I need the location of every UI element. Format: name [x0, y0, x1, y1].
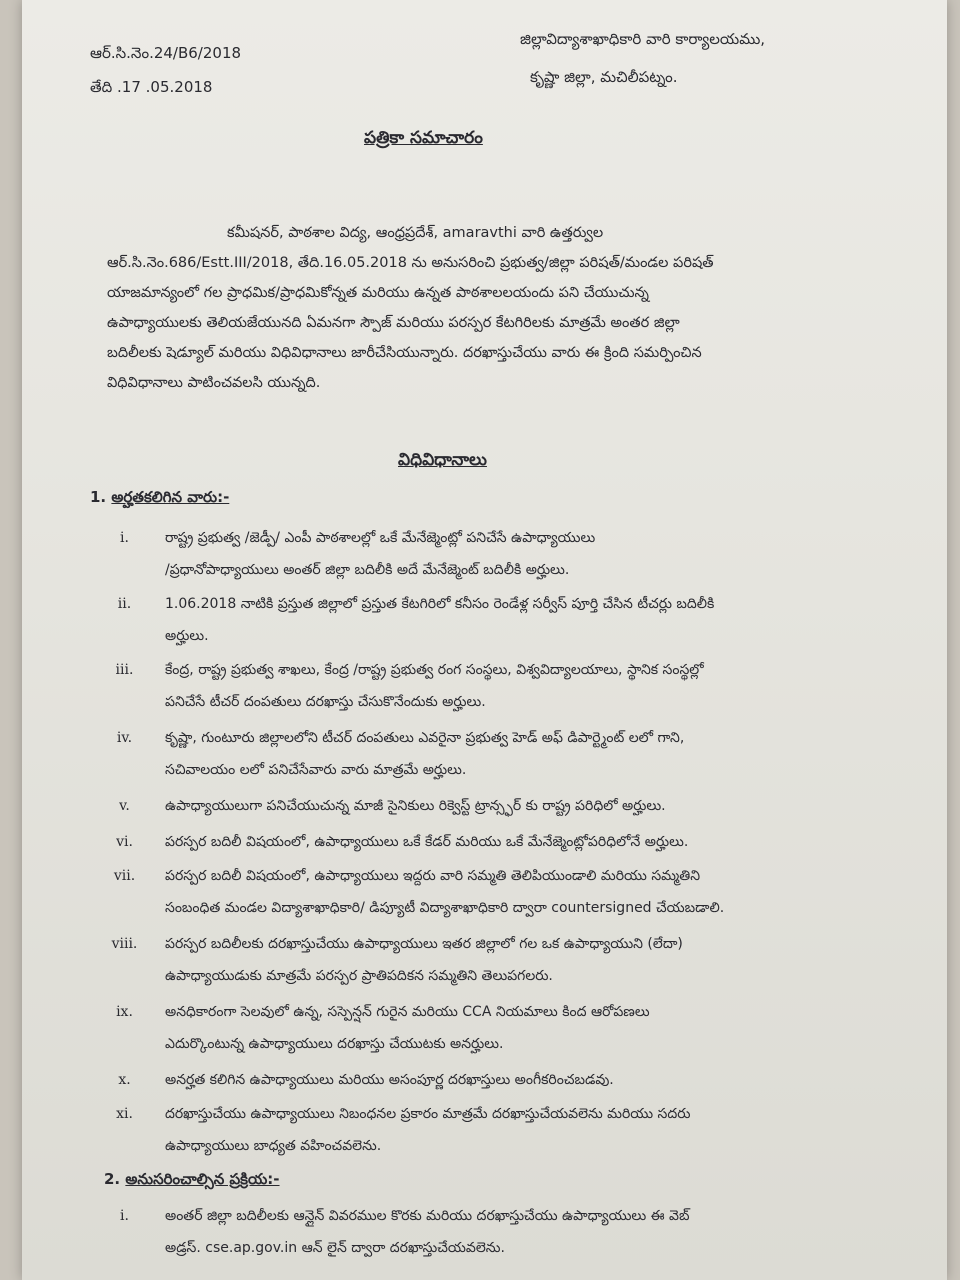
intro-line: బదిలీలకు షెడ్యూల్ మరియు విధివిధానాలు జారీచేసియున్నారు. దరఖాస్తుచేయు వారు ఈ క్రింది సమర్పించిన: [107, 345, 702, 361]
item-number: v.: [119, 798, 130, 814]
item-text: ఉపాధ్యాయులుగా పనిచేయుచున్న మాజీ సైనికులు రిక్వెస్ట్ ట్రాన్స్ఫర్ కు రాష్ట్ర పరిధిలో అర్హులు.: [165, 798, 666, 814]
item-number: vii.: [113, 868, 136, 884]
intro-paragraph: [107, 218, 847, 398]
intro-line: ఉపాధ్యాయులకు తెలియజేయునది ఏమనగా స్పౌజ్ మరియు పరస్పర కేటగిరిలకు మాత్రమే అంతర జిల్లా: [107, 315, 680, 331]
item-number: x.: [118, 1072, 131, 1088]
page-title: పత్రికా సమాచారం: [364, 128, 483, 148]
reference-number: ఆర్.సి.నెం.24/B6/2018: [90, 44, 242, 62]
item-number: iii.: [115, 662, 134, 678]
item-text: ఉపాధ్యాయులు బాధ్యత వహించవలెను.: [165, 1138, 382, 1154]
item-number: ix.: [116, 1004, 133, 1020]
item-number: i.: [120, 530, 129, 546]
section-number: 1.: [90, 488, 107, 506]
item-number: iv.: [116, 730, 133, 746]
item-text: అడ్రస్. cse.ap.gov.in ఆన్ లైన్ ద్వారా దరఖాస్తుచేయవలెను.: [165, 1240, 505, 1256]
office-location: కృష్ణా జిల్లా, మచిలీపట్నం.: [530, 68, 678, 86]
item-text: రాష్ట్ర ప్రభుత్వ /జెడ్పీ/ ఎంపీ పాఠశాలల్లో ఒకే మేనేజ్మెంట్లో పనిచేసే ఉపాధ్యాయులు: [165, 530, 596, 546]
section-heading-text: అర్హతకలిగిన వారు:-: [111, 488, 230, 506]
item-text: /ప్రధానోపాధ్యాయులు అంతర్ జిల్లా బదిలీకి అదే మేనేజ్మెంట్ బదిలీకి అర్హులు.: [165, 562, 570, 578]
item-number: ii.: [117, 596, 132, 612]
document-date: తేది .17 .05.2018: [90, 78, 213, 96]
item-text: ఉపాధ్యాయుడుకు మాత్రమే పరస్పర ప్రాతిపదికన సమ్మతిని తెలుపగలరు.: [165, 968, 553, 984]
item-text: సంబంధిత మండల విద్యాశాఖాధికారి/ డిప్యూటీ విద్యాశాఖాధికారి ద్వారా countersigned చేయబడాలి.: [165, 900, 725, 916]
item-text: సచివాలయం లలో పనిచేసేవారు వారు మాత్రమే అర్హులు.: [165, 762, 467, 778]
item-text: పరస్పర బదిలీ విషయంలో, ఉపాధ్యాయులు ఇద్దరు వారి సమ్మతి తెలిపియుండాలి మరియు సమ్మతిని: [165, 868, 701, 884]
item-text: పరస్పర బదిలీలకు దరఖాస్తుచేయు ఉపాధ్యాయులు ఇతర జిల్లాలో గల ఒక ఉపాధ్యాయుని (లేదా): [165, 936, 683, 952]
item-text: పరస్పర బదిలీ విషయంలో, ఉపాధ్యాయులు ఒకే కేడర్ మరియు ఒకే మేనేజ్మెంట్లోపరిధిలోనే అర్హులు.: [165, 834, 689, 850]
item-text: కేంద్ర, రాష్ట్ర ప్రభుత్వ శాఖలు, కేంద్ర /రాష్ట్ర ప్రభుత్వ రంగ సంస్థలు, విశ్వవిద్యాలయాలు, స్థానిక సంస్థల్లో: [165, 662, 704, 678]
item-number: vi.: [116, 834, 133, 850]
item-text: అంతర్ జిల్లా బదిలీలకు ఆన్లైన్ వివరముల కొరకు మరియు దరఖాస్తుచేయు ఉపాధ్యాయులు ఈ వెబ్: [165, 1208, 690, 1224]
section-2-heading: [104, 1170, 280, 1192]
item-text: అర్హులు.: [165, 628, 209, 644]
item-text: 1.06.2018 నాటికి ప్రస్తుత జిల్లాలో ప్రస్తుత కేటగిరిలో కనీసం రెండేళ్ల సర్వీస్ పూర్తి చేసిన టీచర్లు బదిలీకి: [165, 596, 715, 612]
item-number: xi.: [116, 1106, 133, 1122]
item-text: ఎదుర్కొంటున్న ఉపాధ్యాయులు దరఖాస్తు చేయుటకు అనర్హులు.: [165, 1036, 504, 1052]
section-title: విధివిధానాలు: [398, 450, 487, 470]
item-text: దరఖాస్తుచేయు ఉపాధ్యాయులు నిబంధనల ప్రకారం మాత్రమే దరఖాస్తుచేయవలెను మరియు సదరు: [165, 1106, 691, 1122]
item-text: అనర్హత కలిగిన ఉపాధ్యాయులు మరియు అసంపూర్ణ దరఖాస్తులు అంగీకరించబడవు.: [165, 1072, 614, 1088]
section-heading-text: అనుసరించాల్సిన ప్రక్రియ:-: [125, 1170, 280, 1188]
intro-line: కమీషనర్, పాఠశాల విద్య, ఆంధ్రప్రదేశ్, amaravthi వారి ఉత్తర్వుల: [227, 225, 604, 241]
item-text: పనిచేసే టీచర్ దంపతులు దరఖాస్తు చేసుకొనేందుకు అర్హులు.: [165, 694, 486, 710]
section-1-heading: [90, 488, 229, 510]
office-name: జిల్లావిద్యాశాఖాధికారి వారి కార్యాలయము,: [520, 30, 766, 48]
item-number: viii.: [111, 936, 138, 952]
intro-line: ఆర్.సి.నెం.686/Estt.III/2018, తేది.16.05.2018 ను అనుసరించి ప్రభుత్వ/జిల్లా పరిషత్/మండల పరిషత్: [107, 255, 714, 271]
item-text: అనధికారంగా సెలవులో ఉన్న, సస్పెన్షన్ గురైన మరియు CCA నియమాలు కింద ఆరోపణలు: [165, 1004, 650, 1020]
document-page: [22, 0, 947, 1280]
intro-line: విధివిధానాలు పాటించవలసి యున్నది.: [107, 375, 321, 391]
section-number: 2.: [104, 1170, 121, 1188]
item-number: i.: [120, 1208, 129, 1224]
intro-line: యాజమాన్యంలో గల ప్రాధమిక/ప్రాధమికోన్నత మరియు ఉన్నత పాఠశాలలయందు పని చేయుచున్న: [107, 285, 649, 301]
item-text: కృష్ణా, గుంటూరు జిల్లాలలోని టీచర్ దంపతులు ఎవరైనా ప్రభుత్వ హెడ్ అఫ్ డిపార్ట్మెంట్ లలో గాని,: [165, 730, 685, 746]
